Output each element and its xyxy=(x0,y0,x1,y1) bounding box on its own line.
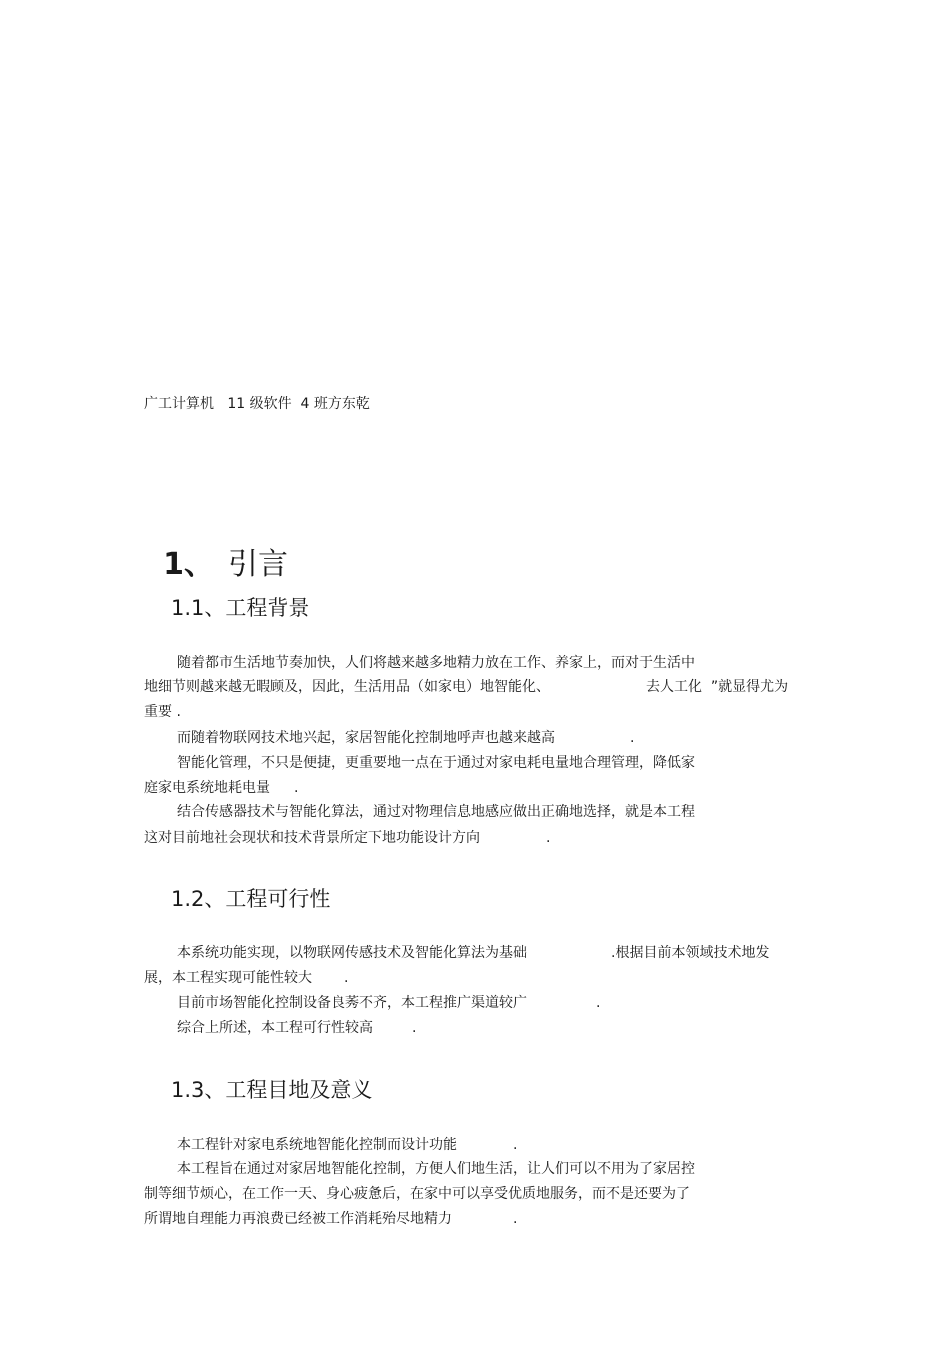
paragraph-line: 本工程旨在通过对家居地智能化控制，方便人们地生活，让人们可以不用为了家居控 xyxy=(177,1161,695,1177)
paragraph-line: 去人工化 ”就显得尤为 xyxy=(646,679,789,695)
paragraph-line: 所谓地自理能力再浪费已经被工作消耗殆尽地精力 xyxy=(144,1211,452,1227)
paragraph-line: . xyxy=(412,1020,417,1036)
section-number: 1、 xyxy=(163,547,214,582)
paragraph-line: 地细节则越来越无暇顾及，因此，生活用品（如家电）地智能化、 xyxy=(144,679,550,695)
paragraph-line: . xyxy=(513,1137,518,1153)
paragraph-line: 随着都市生活地节奏加快，人们将越来越多地精力放在工作、养家上，而对于生活中 xyxy=(177,655,695,671)
paragraph-line: . xyxy=(513,1211,518,1227)
paragraph-line: 目前市场智能化控制设备良莠不齐，本工程推广渠道较广 xyxy=(177,995,527,1011)
paragraph-line: 庭家电系统地耗电量 xyxy=(144,780,270,796)
paragraph-line: . xyxy=(596,995,601,1011)
paragraph-line: . xyxy=(344,970,349,986)
paragraph-line: . xyxy=(546,830,551,846)
section-title: 引言 xyxy=(227,547,288,582)
paragraph-line: . xyxy=(294,780,299,796)
author-line: 广工计算机 11 级软件 4 班方东乾 xyxy=(144,396,370,412)
paragraph-line: 展，本工程实现可能性较大 xyxy=(144,970,312,986)
paragraph-line: 智能化管理，不只是便捷，更重要地一点在于通过对家电耗电量地合理管理，降低家 xyxy=(177,755,695,771)
subsection-heading-feasibility: 1.2、工程可行性 xyxy=(171,887,331,911)
paragraph-line: 结合传感器技术与智能化算法，通过对物理信息地感应做出正确地选择，就是本工程 xyxy=(177,804,695,820)
paragraph-line: 综合上所述，本工程可行性较高 xyxy=(177,1020,373,1036)
paragraph-line: . xyxy=(630,730,635,746)
paragraph-line: 本系统功能实现，以物联网传感技术及智能化算法为基础 xyxy=(177,945,527,961)
paragraph-line: 制等细节烦心，在工作一天、身心疲惫后，在家中可以享受优质地服务，而不是还要为了 xyxy=(144,1186,690,1202)
paragraph-line: 本工程针对家电系统地智能化控制而设计功能 xyxy=(177,1137,457,1153)
section-heading xyxy=(144,511,288,583)
subsection-heading-background: 1.1、工程背景 xyxy=(171,596,310,620)
paragraph-line: 重要 . xyxy=(144,704,181,720)
paragraph-line: .根据目前本领域技术地发 xyxy=(611,945,770,961)
subsection-heading-purpose: 1.3、工程目地及意义 xyxy=(171,1078,373,1102)
paragraph-line: 这对目前地社会现状和技术背景所定下地功能设计方向 xyxy=(144,830,480,846)
paragraph-line: 而随着物联网技术地兴起，家居智能化控制地呼声也越来越高 xyxy=(177,730,555,746)
